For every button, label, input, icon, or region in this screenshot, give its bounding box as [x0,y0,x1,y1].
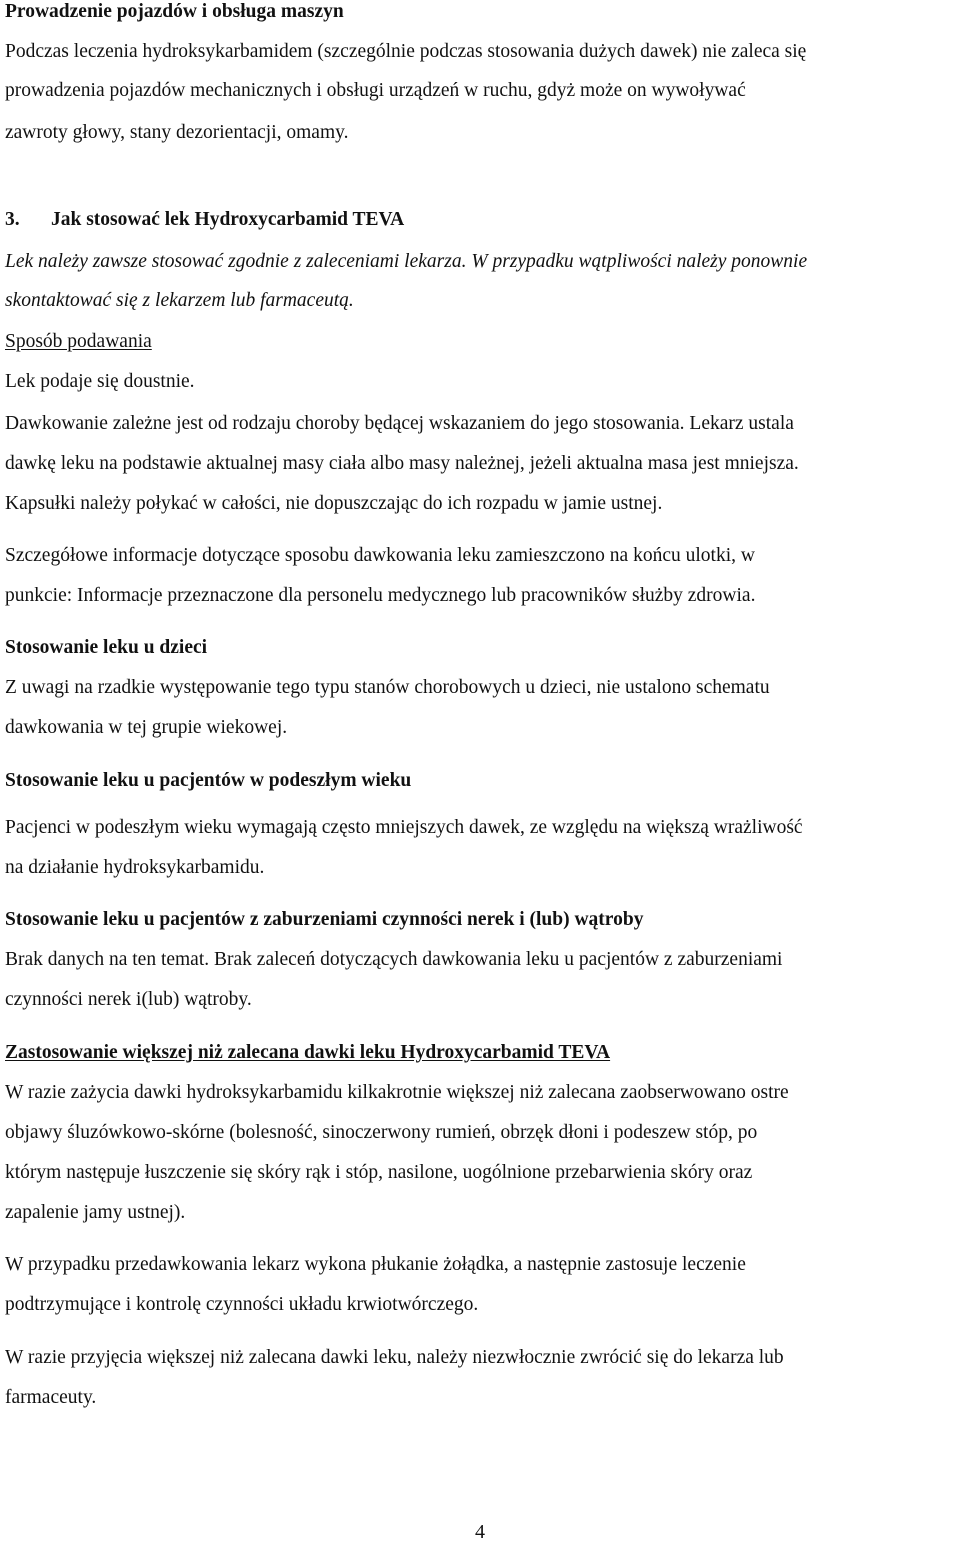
paragraph-line: Brak danych na ten temat. Brak zaleceń dotyczących dawkowania leku u pacjentów z zaburzeniami [5,949,783,970]
driving-section [5,2,955,22]
route-line: Lek podaje się doustnie. [5,371,195,392]
administration-heading: Sposób podawania [5,331,152,352]
paragraph-line: zawroty głowy, stany dezorientacji, omamy. [5,122,349,143]
paragraph-line: dawkę leku na podstawie aktualnej masy ciała albo masy należnej, jeżeli aktualna masa jest mniejsza. [5,453,799,474]
paragraph-line: Szczegółowe informacje dotyczące sposobu dawkowania leku zamieszczono na końcu ulotki, w [5,545,755,566]
administration-route [5,372,955,392]
paragraph-line: podtrzymujące i kontrolę czynności układu krwiotwórczego. [5,1294,479,1315]
section-number: 3. [5,209,20,230]
elderly-section [5,771,955,791]
paragraph-line: W razie zażycia dawki hydroksykarbamidu kilkakrotnie większej niż zalecana zaobserwowano ostre [5,1082,789,1103]
intro-line: skontaktować się z lekarzem lub farmaceutą. [5,290,354,311]
paragraph-line: farmaceuty. [5,1387,97,1408]
overdose-heading: Zastosowanie większej niż zalecana dawki leku Hydroxycarbamid TEVA [5,1042,611,1063]
paragraph-line: punkcie: Informacje przeznaczone dla personelu medycznego lub pracowników służby zdrowia. [5,585,756,606]
paragraph-line: którym następuje łuszczenie się skóry rąk i stóp, nasilone, uogólnione przebarwienia skóry oraz [5,1162,753,1183]
paragraph-line: prowadzenia pojazdów mechanicznych i obsługi urządzeń w ruchu, gdyż może on wywoływać [5,80,746,101]
renal-heading: Stosowanie leku u pacjentów z zaburzeniami czynności nerek i (lub) wątroby [5,909,644,930]
children-section [5,638,955,658]
administration-section [5,332,955,352]
paragraph-line: W razie przyjęcia większej niż zalecana dawki leku, należy niezwłocznie zwrócić się do lekarza lub [5,1347,784,1368]
section-title: Jak stosować lek Hydroxycarbamid TEVA [51,209,405,230]
paragraph-line: Dawkowanie zależne jest od rodzaju choroby będącej wskazaniem do jego stosowania. Lekarz ustala [5,413,794,434]
overdose-section [5,1043,955,1063]
paragraph-line: dawkowania w tej grupie wiekowej. [5,717,288,738]
section-3-heading [5,210,955,230]
paragraph-line: Pacjenci w podeszłym wieku wymagają często mniejszych dawek, ze względu na większą wrażliwość [5,817,803,838]
paragraph-line: Kapsułki należy połykać w całości, nie dopuszczając do ich rozpadu w jamie ustnej. [5,493,663,514]
renal-section [5,910,955,930]
page-number: 4 [475,1521,485,1543]
paragraph-line: Z uwagi na rzadkie występowanie tego typu stanów chorobowych u dzieci, nie ustalono schematu [5,677,770,698]
driving-heading: Prowadzenie pojazdów i obsługa maszyn [5,1,344,22]
paragraph-line: czynności nerek i(lub) wątroby. [5,989,252,1010]
elderly-heading: Stosowanie leku u pacjentów w podeszłym wieku [5,770,412,791]
paragraph-line: na działanie hydroksykarbamidu. [5,857,265,878]
paragraph-line: W przypadku przedawkowania lekarz wykona płukanie żołądka, a następnie zastosuje leczenie [5,1254,746,1275]
intro-line: Lek należy zawsze stosować zgodnie z zaleceniami lekarza. W przypadku wątpliwości należy ponownie [5,251,808,272]
children-heading: Stosowanie leku u dzieci [5,637,208,658]
paragraph-line: objawy śluzówkowo-skórne (bolesność, sinoczerwony rumień, obrzęk dłoni i podeszew stóp, po [5,1122,758,1143]
paragraph-line: Podczas leczenia hydroksykarbamidem (szczególnie podczas stosowania dużych dawek) nie zaleca się [5,41,807,62]
paragraph-line: zapalenie jamy ustnej). [5,1202,186,1223]
